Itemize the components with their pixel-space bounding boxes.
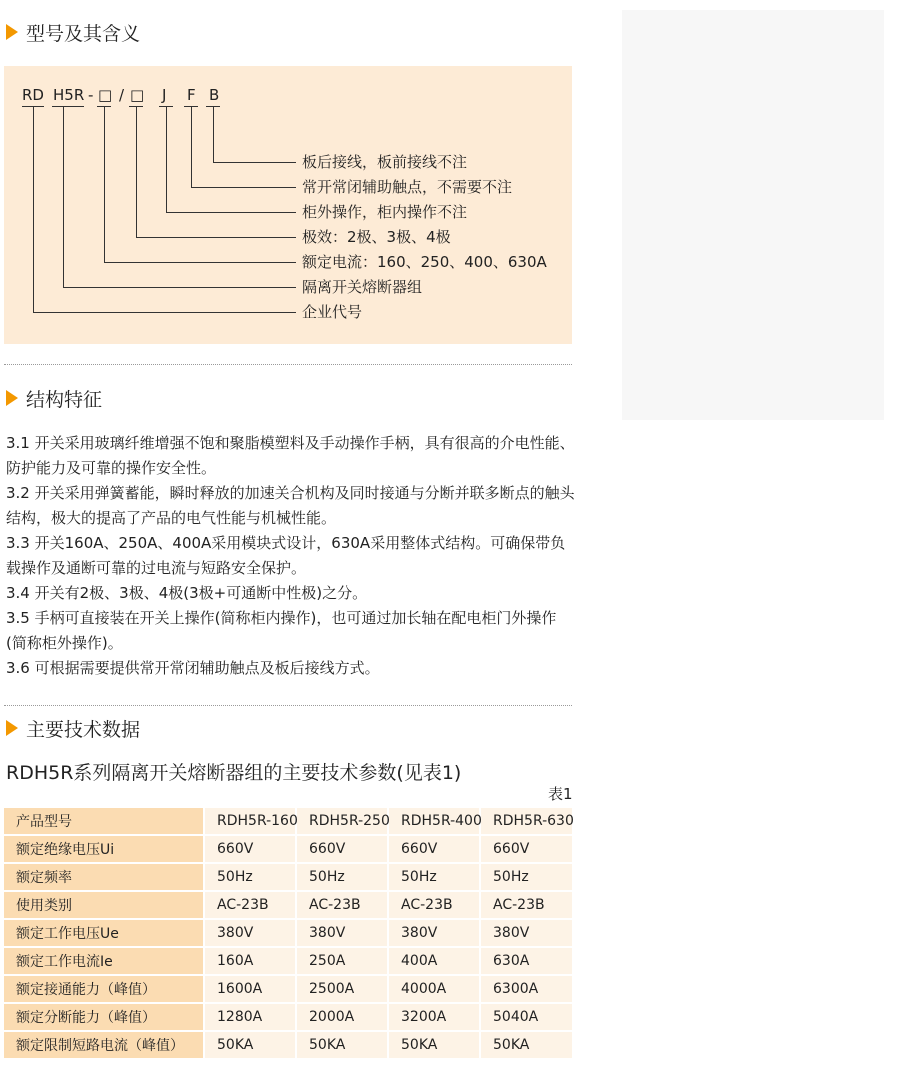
feature-item: 3.2 开关采用弹簧蓄能，瞬时释放的加速关合机构及同时接通与分断并联多断点的触头结构，极大的提高了产品的电气性能与机械性能。	[6, 484, 575, 527]
value-cell: 50KA	[480, 1031, 572, 1059]
table-row	[4, 1003, 572, 1031]
table-row	[4, 891, 572, 919]
model-code-panel	[4, 66, 572, 344]
value-cell: 660V	[204, 835, 296, 863]
leader-line	[63, 287, 296, 288]
feature-item: 3.1 开关采用玻璃纤维增强不饱和聚脂模塑料及手动操作手柄，具有很高的介电性能、防护能力及可靠的操作安全性。	[6, 434, 575, 477]
value-cell: 50KA	[204, 1031, 296, 1059]
value-cell: AC-23B	[296, 891, 388, 919]
value-cell: 50Hz	[480, 863, 572, 891]
features-list	[6, 431, 576, 681]
leader-line	[63, 106, 64, 287]
leader-line	[213, 162, 296, 163]
value-cell: 380V	[204, 919, 296, 947]
table-row	[4, 863, 572, 891]
value-cell: 380V	[296, 919, 388, 947]
leader-line	[104, 262, 296, 263]
feature-item: 3.6 可根据需要提供常开常闭辅助触点及板后接线方式。	[6, 659, 380, 677]
code-part-poles: □	[130, 86, 145, 104]
value-cell: 50KA	[296, 1031, 388, 1059]
value-cell: 4000A	[388, 975, 480, 1003]
value-cell: 50Hz	[204, 863, 296, 891]
background-shape	[622, 10, 884, 420]
table-number: 表1	[548, 785, 573, 803]
value-cell: 250A	[296, 947, 388, 975]
value-cell: 1600A	[204, 975, 296, 1003]
meaning-company: 企业代号	[302, 303, 363, 321]
spec-table	[4, 808, 572, 1060]
value-cell: 660V	[388, 835, 480, 863]
row-label-cell: 额定绝缘电压Ui	[4, 835, 204, 863]
leader-line	[33, 312, 296, 313]
code-part-dash: -	[88, 86, 94, 104]
feature-item: 3.3 开关160A、250A、400A采用模块式设计，630A采用整体式结构。可确保带负载操作及通断可靠的过电流与短路安全保护。	[6, 534, 566, 577]
value-cell: 50Hz	[296, 863, 388, 891]
dotted-divider	[4, 705, 572, 706]
triangle-bullet-icon	[6, 720, 18, 736]
table-header-row	[4, 808, 572, 835]
leader-line	[104, 106, 105, 262]
meaning-aux-contacts: 常开常闭辅助触点，不需要不注	[302, 178, 513, 196]
leader-line	[191, 187, 296, 188]
value-cell: 630A	[480, 947, 572, 975]
row-label-cell: 额定接通能力（峰值）	[4, 975, 204, 1003]
code-part-h5r: H5R	[53, 86, 85, 104]
value-cell: 380V	[388, 919, 480, 947]
section-header-model	[6, 17, 140, 47]
row-label-cell: 额定工作电压Ue	[4, 919, 204, 947]
code-part-b: B	[209, 86, 220, 104]
leader-line	[166, 212, 296, 213]
header-cell: RDH5R-630	[480, 808, 572, 835]
value-cell: 5040A	[480, 1003, 572, 1031]
code-part-rd: RD	[22, 86, 44, 104]
meaning-product: 隔离开关熔断器组	[302, 278, 423, 296]
value-cell: 400A	[388, 947, 480, 975]
table-row	[4, 975, 572, 1003]
feature-item: 3.4 开关有2极、3极、4极(3极+可通断中性极)之分。	[6, 584, 368, 602]
table-title: RDH5R系列隔离开关熔断器组的主要技术参数(见表1)	[6, 762, 462, 784]
triangle-bullet-icon	[6, 390, 18, 406]
table-row	[4, 1031, 572, 1059]
value-cell: 2000A	[296, 1003, 388, 1031]
leader-line	[136, 237, 296, 238]
value-cell: 660V	[480, 835, 572, 863]
row-label-cell: 额定频率	[4, 863, 204, 891]
meaning-rated-current: 额定电流：160、250、400、630A	[302, 253, 547, 271]
table-row	[4, 919, 572, 947]
section-header-tech	[6, 713, 140, 743]
row-label-cell: 额定工作电流Ie	[4, 947, 204, 975]
leader-line	[136, 106, 137, 237]
section-title: 结构特征	[26, 388, 103, 411]
leader-line	[213, 106, 214, 162]
section-title: 主要技术数据	[26, 718, 141, 741]
value-cell: AC-23B	[480, 891, 572, 919]
meaning-wiring: 板后接线，板前接线不注	[302, 153, 468, 171]
value-cell: AC-23B	[204, 891, 296, 919]
code-part-f: F	[187, 86, 196, 104]
section-header-features	[6, 383, 102, 413]
row-label-cell: 额定限制短路电流（峰值）	[4, 1031, 204, 1059]
triangle-bullet-icon	[6, 24, 18, 40]
header-cell: RDH5R-400	[388, 808, 480, 835]
code-part-j: J	[162, 86, 167, 104]
code-underline	[52, 106, 84, 107]
header-cell: RDH5R-160	[204, 808, 296, 835]
meaning-operation: 柜外操作，柜内操作不注	[302, 203, 468, 221]
row-label-cell: 使用类别	[4, 891, 204, 919]
leader-line	[33, 106, 34, 312]
value-cell: 50Hz	[388, 863, 480, 891]
value-cell: 6300A	[480, 975, 572, 1003]
code-part-current: □	[98, 86, 113, 104]
leader-line	[166, 106, 167, 212]
code-part-slash: /	[119, 86, 125, 104]
table-row	[4, 947, 572, 975]
dotted-divider	[4, 364, 572, 365]
meaning-poles: 极效：2极、3极、4极	[302, 228, 451, 246]
value-cell: 660V	[296, 835, 388, 863]
value-cell: 3200A	[388, 1003, 480, 1031]
header-cell: RDH5R-250	[296, 808, 388, 835]
value-cell: 2500A	[296, 975, 388, 1003]
value-cell: 160A	[204, 947, 296, 975]
row-label-cell: 额定分断能力（峰值）	[4, 1003, 204, 1031]
value-cell: 380V	[480, 919, 572, 947]
value-cell: 1280A	[204, 1003, 296, 1031]
header-cell: 产品型号	[4, 808, 204, 835]
feature-item: 3.5 手柄可直接装在开关上操作(简称柜内操作)，也可通过加长轴在配电柜门外操作(简称柜外操作)。	[6, 609, 557, 652]
value-cell: 50KA	[388, 1031, 480, 1059]
leader-line	[191, 106, 192, 187]
section-title: 型号及其含义	[26, 22, 141, 45]
value-cell: AC-23B	[388, 891, 480, 919]
table-row	[4, 835, 572, 863]
